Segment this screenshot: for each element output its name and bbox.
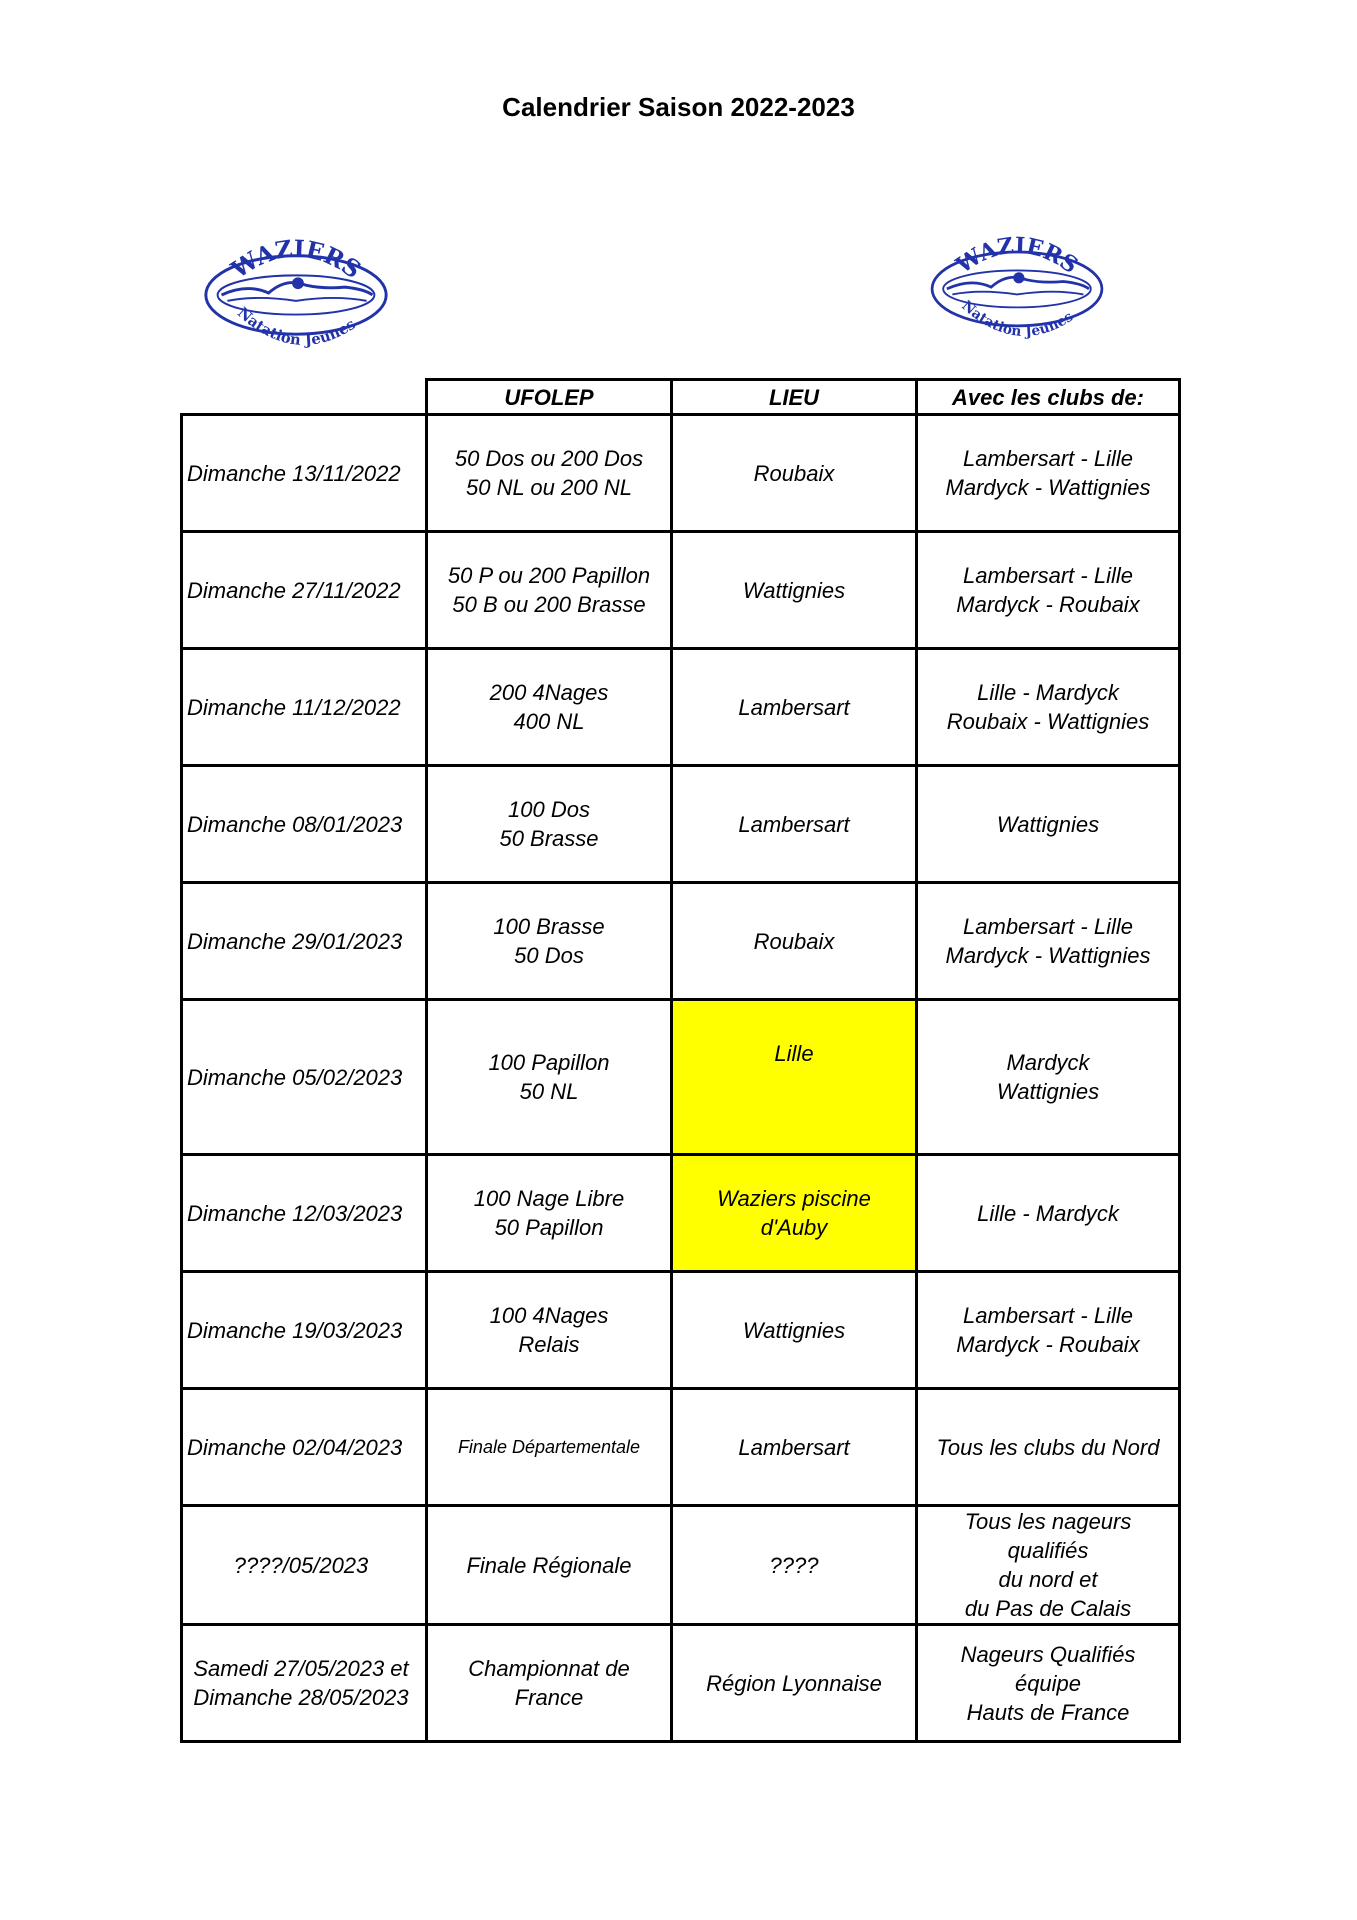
row-lieu: Région Lyonnaise	[672, 1625, 917, 1742]
table-row	[182, 415, 1180, 532]
row-ufolep: Finale Régionale	[427, 1506, 672, 1625]
row-lieu-highlighted: Waziers piscine d'Auby	[672, 1155, 917, 1272]
row-ufolep: 100 Brasse 50 Dos	[427, 883, 672, 1000]
svg-text:Natation Jeunes: Natation Jeunes	[233, 304, 359, 349]
row-ufolep: 50 Dos ou 200 Dos 50 NL ou 200 NL	[427, 415, 672, 532]
page-title: Calendrier Saison 2022-2023	[502, 92, 855, 122]
row-ufolep: 50 P ou 200 Papillon 50 B ou 200 Brasse	[427, 532, 672, 649]
row-clubs: Lambersart - Lille Mardyck - Wattignies	[917, 883, 1180, 1000]
row-clubs: Lille - Mardyck Roubaix - Wattignies	[917, 649, 1180, 766]
row-clubs: Mardyck Wattignies	[917, 1000, 1180, 1155]
waziers-logo-icon	[924, 228, 1110, 348]
row-lieu: Roubaix	[672, 883, 917, 1000]
row-date: Dimanche 05/02/2023	[182, 1000, 427, 1155]
row-date: Dimanche 12/03/2023	[182, 1155, 427, 1272]
table-row	[182, 649, 1180, 766]
row-lieu: Wattignies	[672, 532, 917, 649]
table-row	[182, 1272, 1180, 1389]
row-clubs: Tous les nageurs qualifiés du nord et du Pas de Calais	[917, 1506, 1180, 1625]
row-date: Samedi 27/05/2023 et Dimanche 28/05/2023	[182, 1625, 427, 1742]
row-ufolep: 100 4Nages Relais	[427, 1272, 672, 1389]
table-row	[182, 766, 1180, 883]
row-ufolep: 100 Papillon 50 NL	[427, 1000, 672, 1155]
row-date: Dimanche 11/12/2022	[182, 649, 427, 766]
row-lieu: Lambersart	[672, 649, 917, 766]
row-lieu: Lambersart	[672, 1389, 917, 1506]
waziers-logo-left	[198, 230, 394, 358]
row-clubs: Tous les clubs du Nord	[917, 1389, 1180, 1506]
row-ufolep: Championnat de France	[427, 1625, 672, 1742]
row-lieu-highlighted: Lille	[672, 1000, 917, 1155]
svg-text:Natation Jeunes: Natation Jeunes	[958, 297, 1077, 340]
row-clubs: Lambersart - Lille Mardyck - Roubaix	[917, 532, 1180, 649]
row-lieu: Wattignies	[672, 1272, 917, 1389]
table-row	[182, 883, 1180, 1000]
table-header-row	[182, 380, 1180, 415]
row-ufolep: Finale Départementale	[427, 1389, 672, 1506]
header-blank	[182, 380, 427, 415]
header-clubs: Avec les clubs de:	[917, 380, 1180, 415]
row-ufolep: 200 4Nages 400 NL	[427, 649, 672, 766]
row-date: Dimanche 02/04/2023	[182, 1389, 427, 1506]
row-lieu: Roubaix	[672, 415, 917, 532]
row-date: Dimanche 13/11/2022	[182, 415, 427, 532]
row-clubs: Lambersart - Lille Mardyck - Roubaix	[917, 1272, 1180, 1389]
waziers-logo-right	[924, 228, 1110, 348]
waziers-logo-icon	[198, 230, 394, 358]
row-ufolep: 100 Dos 50 Brasse	[427, 766, 672, 883]
svg-text:WAZIERS: WAZIERS	[226, 234, 367, 285]
header-lieu: LIEU	[672, 380, 917, 415]
row-clubs: Wattignies	[917, 766, 1180, 883]
row-date: Dimanche 29/01/2023	[182, 883, 427, 1000]
header-ufolep: UFOLEP	[427, 380, 672, 415]
table-row	[182, 532, 1180, 649]
row-clubs: Lambersart - Lille Mardyck - Wattignies	[917, 415, 1180, 532]
svg-text:WAZIERS: WAZIERS	[951, 232, 1083, 279]
row-ufolep: 100 Nage Libre 50 Papillon	[427, 1155, 672, 1272]
table-row	[182, 1625, 1180, 1742]
row-date: Dimanche 08/01/2023	[182, 766, 427, 883]
table-row	[182, 1389, 1180, 1506]
calendar-table	[180, 378, 1181, 1743]
row-date: Dimanche 19/03/2023	[182, 1272, 427, 1389]
row-lieu: Lambersart	[672, 766, 917, 883]
row-clubs: Nageurs Qualifiés équipe Hauts de France	[917, 1625, 1180, 1742]
row-clubs: Lille - Mardyck	[917, 1155, 1180, 1272]
row-date: Dimanche 27/11/2022	[182, 532, 427, 649]
table-row	[182, 1000, 1180, 1155]
table-row	[182, 1155, 1180, 1272]
table-row	[182, 1506, 1180, 1625]
row-date: ????/05/2023	[182, 1506, 427, 1625]
row-lieu: ????	[672, 1506, 917, 1625]
